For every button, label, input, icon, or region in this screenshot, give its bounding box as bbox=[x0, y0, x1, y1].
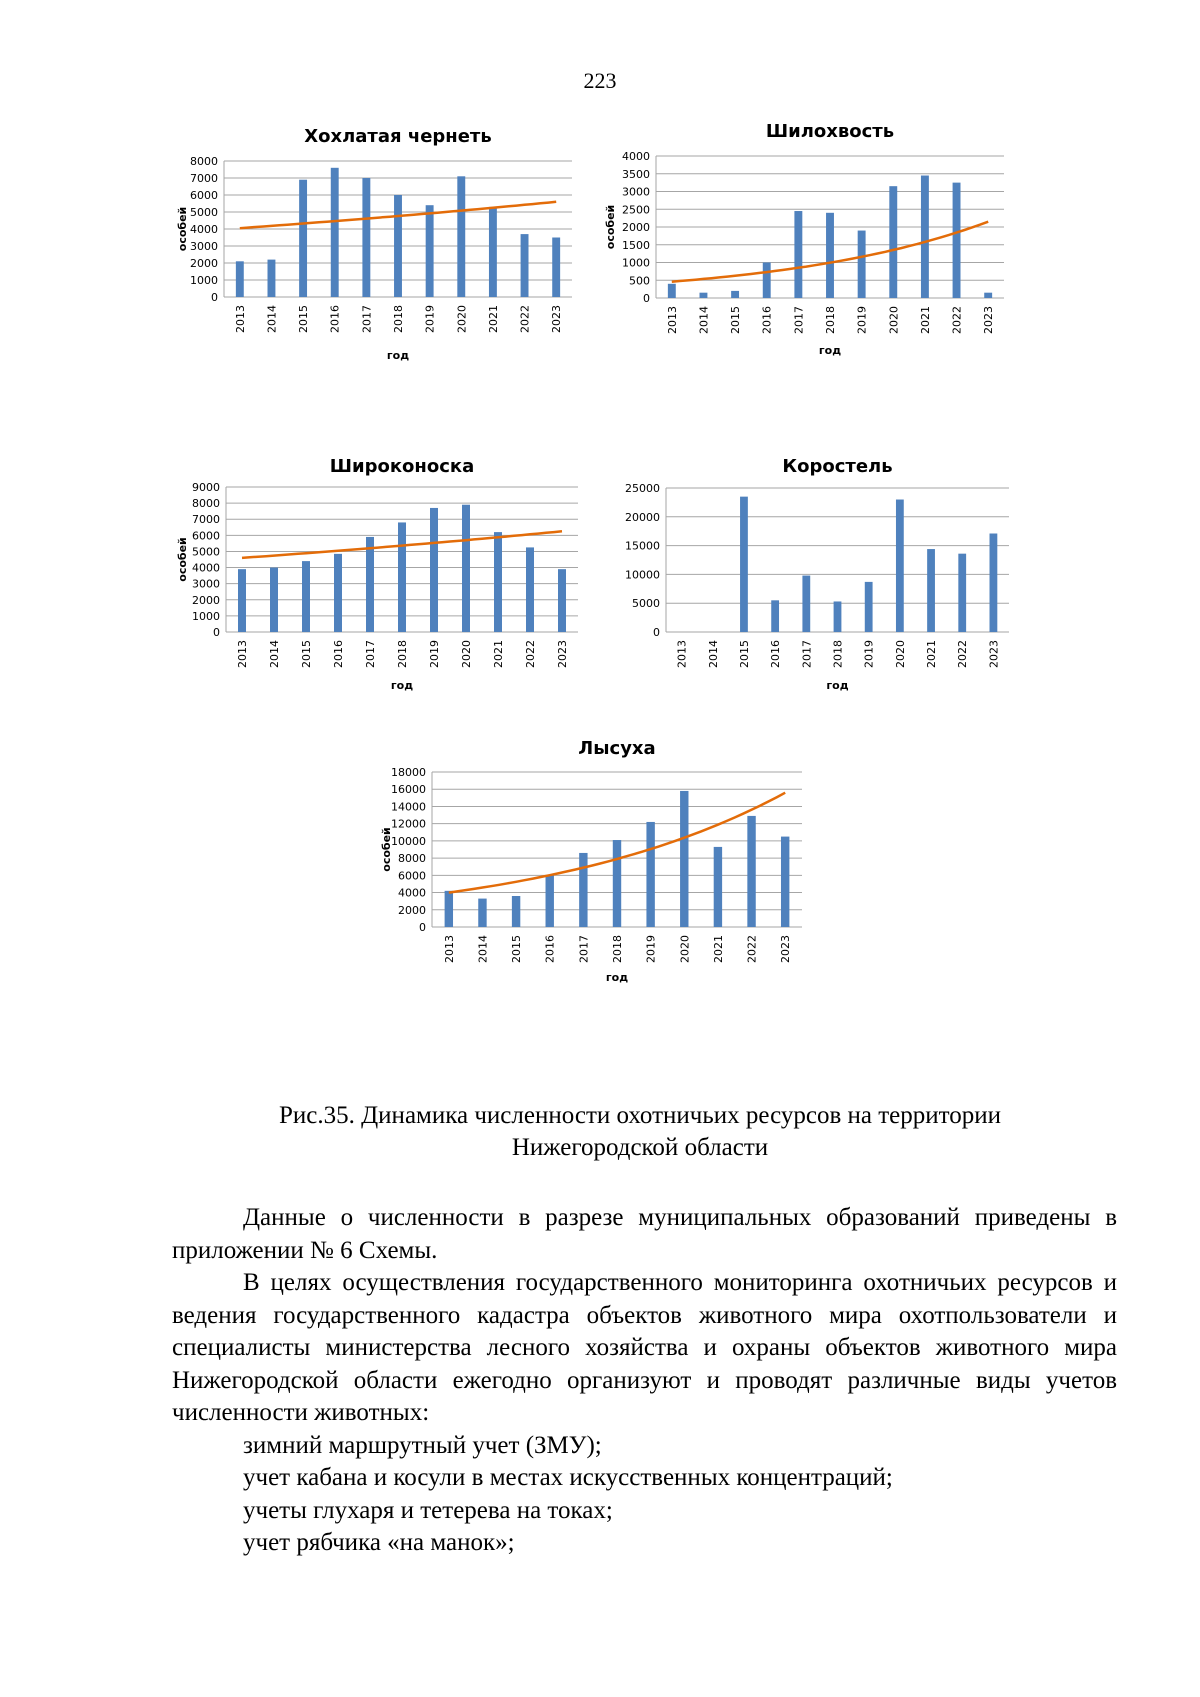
y-axis-title: особей bbox=[604, 204, 617, 250]
bar-2013 bbox=[445, 891, 453, 927]
x-tick-label: 2015 bbox=[300, 640, 313, 668]
x-tick-label: 2017 bbox=[800, 640, 814, 668]
x-tick-label: 2016 bbox=[543, 935, 557, 963]
y-tick-label: 1000 bbox=[622, 256, 650, 270]
bar-2016 bbox=[334, 554, 342, 632]
figure-caption bbox=[160, 1100, 1120, 1164]
y-tick-label: 25000 bbox=[625, 482, 660, 495]
x-axis-title: год bbox=[818, 344, 842, 357]
y-tick-label: 2000 bbox=[622, 221, 650, 234]
x-tick-label: 2014 bbox=[268, 640, 281, 668]
bar-2013 bbox=[238, 569, 246, 632]
x-tick-label: 2022 bbox=[745, 935, 759, 963]
bar-2021 bbox=[714, 847, 722, 927]
chart-korostel bbox=[606, 455, 1026, 695]
x-tick-label: 2014 bbox=[706, 640, 720, 668]
x-tick-label: 2013 bbox=[665, 306, 679, 334]
bar-2023 bbox=[552, 238, 560, 298]
chart-shirokonoska bbox=[178, 455, 598, 695]
x-tick-label: 2018 bbox=[392, 305, 405, 333]
y-tick-label: 7000 bbox=[192, 513, 220, 527]
y-tick-label: 10000 bbox=[625, 568, 660, 582]
x-tick-label: 2018 bbox=[824, 306, 837, 334]
bar-2018 bbox=[394, 195, 402, 297]
x-tick-label: 2015 bbox=[729, 306, 743, 334]
bar-2022 bbox=[521, 234, 529, 297]
bar-2019 bbox=[865, 582, 873, 632]
y-tick-label: 4000 bbox=[398, 886, 426, 900]
bar-2015 bbox=[302, 561, 310, 632]
x-tick-label: 2020 bbox=[678, 935, 692, 963]
y-tick-label: 1500 bbox=[622, 238, 650, 252]
y-tick-label: 6000 bbox=[190, 189, 218, 202]
x-tick-label: 2017 bbox=[364, 640, 377, 668]
y-axis-title: особей bbox=[176, 537, 189, 582]
bar-2017 bbox=[802, 576, 810, 632]
bar-2019 bbox=[426, 205, 434, 297]
bar-2016 bbox=[331, 168, 339, 297]
page-number: 223 bbox=[583, 68, 617, 93]
bar-2016 bbox=[771, 600, 779, 632]
x-tick-label: 2023 bbox=[982, 306, 996, 334]
bar-2020 bbox=[889, 186, 897, 298]
y-tick-label: 0 bbox=[211, 291, 218, 304]
y-tick-label: 8000 bbox=[192, 497, 220, 511]
y-tick-label: 0 bbox=[643, 292, 650, 305]
x-tick-label: 2022 bbox=[518, 305, 532, 333]
bar-2021 bbox=[489, 207, 497, 297]
x-tick-label: 2016 bbox=[332, 640, 345, 668]
x-tick-label: 2013 bbox=[442, 935, 456, 963]
y-tick-label: 0 bbox=[213, 626, 220, 639]
x-tick-label: 2018 bbox=[611, 935, 624, 963]
y-tick-label: 3000 bbox=[190, 240, 218, 253]
x-tick-label: 2019 bbox=[428, 640, 441, 668]
x-axis-title: год bbox=[390, 679, 414, 692]
bar-2019 bbox=[430, 508, 438, 632]
y-tick-label: 4000 bbox=[190, 223, 218, 236]
caption-line-2: Нижегородской области bbox=[511, 1134, 769, 1161]
bar-2015 bbox=[740, 497, 748, 632]
y-tick-label: 10000 bbox=[391, 834, 426, 848]
list-item: зимний маршрутный учет (ЗМУ); bbox=[243, 1431, 602, 1459]
chart-shilokhvost bbox=[606, 120, 1026, 360]
x-tick-label: 2021 bbox=[925, 640, 939, 668]
y-tick-label: 2500 bbox=[622, 203, 650, 217]
bar-2020 bbox=[457, 176, 465, 297]
bar-2017 bbox=[794, 211, 802, 298]
bar-2022 bbox=[747, 816, 755, 927]
x-tick-label: 2023 bbox=[556, 640, 569, 668]
x-tick-label: 2013 bbox=[675, 640, 689, 668]
x-tick-label: 2015 bbox=[510, 935, 524, 963]
chart-svg bbox=[382, 737, 822, 987]
bar-2022 bbox=[958, 554, 966, 632]
bar-2013 bbox=[668, 284, 676, 298]
bar-2017 bbox=[362, 178, 370, 297]
y-tick-label: 3500 bbox=[622, 167, 650, 181]
y-tick-label: 16000 bbox=[391, 783, 426, 797]
bar-2020 bbox=[680, 791, 688, 927]
y-tick-label: 3000 bbox=[192, 577, 220, 591]
bar-2021 bbox=[494, 532, 502, 632]
x-tick-label: 2021 bbox=[486, 305, 500, 333]
bar-2014 bbox=[268, 260, 276, 297]
y-tick-label: 0 bbox=[419, 921, 426, 934]
bar-2017 bbox=[579, 853, 587, 927]
bar-2018 bbox=[613, 840, 621, 927]
x-tick-label: 2017 bbox=[360, 305, 374, 333]
y-tick-label: 1000 bbox=[190, 274, 218, 287]
chart-lysukha bbox=[382, 737, 822, 987]
x-tick-label: 2022 bbox=[950, 306, 964, 334]
y-tick-label: 6000 bbox=[192, 529, 220, 543]
y-tick-label: 8000 bbox=[398, 852, 426, 866]
x-tick-label: 2023 bbox=[987, 640, 1001, 668]
chart-svg bbox=[606, 120, 1026, 360]
x-tick-label: 2022 bbox=[956, 640, 970, 668]
y-tick-label: 4000 bbox=[622, 150, 650, 163]
bar-2016 bbox=[546, 875, 554, 927]
list-item: учеты глухаря и тетерева на токах; bbox=[243, 1496, 613, 1524]
bar-2014 bbox=[478, 899, 486, 927]
bar-2023 bbox=[558, 569, 566, 632]
chart-svg bbox=[178, 125, 598, 365]
y-tick-label: 15000 bbox=[625, 539, 660, 553]
x-tick-label: 2019 bbox=[423, 305, 437, 333]
list-item: учет кабана и косули в местах искусственных концентраций; bbox=[243, 1464, 893, 1491]
x-tick-label: 2020 bbox=[455, 305, 469, 333]
chart-svg bbox=[178, 455, 598, 695]
y-tick-label: 18000 bbox=[391, 766, 426, 779]
bar-2019 bbox=[646, 822, 654, 927]
y-tick-label: 4000 bbox=[192, 561, 220, 575]
chart-svg bbox=[606, 455, 1026, 695]
bar-2021 bbox=[927, 549, 935, 632]
x-tick-label: 2016 bbox=[769, 640, 783, 668]
y-axis-title: особей bbox=[380, 827, 393, 872]
bar-2015 bbox=[731, 291, 739, 298]
body-text bbox=[172, 1202, 1117, 1560]
y-tick-label: 8000 bbox=[190, 155, 218, 168]
bar-2015 bbox=[512, 896, 520, 927]
bar-2014 bbox=[700, 293, 708, 298]
chart-title: Хохлатая чернеть bbox=[304, 126, 492, 147]
x-tick-label: 2019 bbox=[862, 640, 876, 668]
x-tick-label: 2022 bbox=[524, 640, 537, 668]
x-tick-label: 2018 bbox=[396, 640, 409, 668]
y-tick-label: 6000 bbox=[398, 869, 426, 883]
bar-2022 bbox=[526, 547, 534, 632]
bar-2018 bbox=[826, 213, 834, 298]
bar-2014 bbox=[270, 568, 278, 632]
bar-2023 bbox=[990, 534, 998, 632]
bar-2023 bbox=[781, 837, 789, 927]
x-tick-label: 2015 bbox=[297, 305, 311, 333]
y-tick-label: 2000 bbox=[192, 593, 220, 607]
x-tick-label: 2020 bbox=[893, 640, 907, 668]
y-tick-label: 3000 bbox=[622, 185, 650, 199]
x-tick-label: 2015 bbox=[737, 640, 751, 668]
x-tick-label: 2021 bbox=[918, 306, 932, 334]
y-tick-label: 12000 bbox=[391, 817, 426, 831]
x-axis-title: год bbox=[826, 679, 849, 692]
x-tick-label: 2017 bbox=[577, 935, 591, 963]
bar-2020 bbox=[462, 505, 470, 632]
bar-2015 bbox=[299, 180, 307, 297]
y-tick-label: 5000 bbox=[190, 206, 218, 219]
x-tick-label: 2016 bbox=[328, 305, 342, 333]
y-tick-label: 14000 bbox=[391, 800, 426, 814]
bar-2017 bbox=[366, 537, 374, 632]
chart-hokhlataya-chernet bbox=[178, 125, 598, 365]
y-tick-label: 2000 bbox=[190, 257, 218, 270]
x-tick-label: 2019 bbox=[644, 935, 658, 963]
x-tick-label: 2016 bbox=[760, 306, 774, 334]
caption-line-1: Рис.35. Динамика численности охотничьих ресурсов на территории bbox=[279, 1102, 1001, 1129]
y-tick-label: 20000 bbox=[625, 510, 660, 524]
x-tick-label: 2023 bbox=[779, 935, 793, 963]
x-tick-label: 2021 bbox=[492, 640, 505, 668]
bar-2016 bbox=[763, 263, 771, 299]
x-tick-label: 2013 bbox=[233, 305, 247, 333]
chart-title: Шилохвость bbox=[765, 121, 895, 142]
x-tick-label: 2019 bbox=[855, 306, 869, 334]
x-tick-label: 2014 bbox=[476, 935, 490, 963]
bar-2023 bbox=[984, 293, 992, 298]
y-tick-label: 0 bbox=[653, 626, 660, 639]
paragraph-2: В целях осуществления государственного мониторинга охотничьих ресурсов и ведения государственного кадастра объектов животного мира охотпользователи и специалисты министерства лесного хозяйства и охраны объектов животного мира Нижегородской области ежегодно организуют и проводят различные виды учетов численности животных: bbox=[172, 1269, 1117, 1426]
bar-2018 bbox=[834, 601, 842, 632]
chart-title: Лысуха bbox=[578, 738, 656, 759]
paragraph-1: Данные о численности в разрезе муниципальных образований приведены в приложении № 6 Схемы. bbox=[172, 1204, 1117, 1264]
x-tick-label: 2021 bbox=[711, 935, 725, 963]
bar-2022 bbox=[953, 183, 961, 298]
y-tick-label: 500 bbox=[629, 274, 650, 288]
bar-2018 bbox=[398, 522, 406, 632]
x-tick-label: 2014 bbox=[265, 305, 279, 333]
y-tick-label: 9000 bbox=[192, 481, 220, 494]
y-tick-label: 5000 bbox=[192, 545, 220, 559]
bar-2020 bbox=[896, 500, 904, 632]
list-item: учет рябчика «на манок»; bbox=[243, 1529, 515, 1556]
y-tick-label: 5000 bbox=[632, 597, 660, 611]
x-tick-label: 2018 bbox=[831, 640, 845, 668]
y-tick-label: 1000 bbox=[192, 609, 220, 623]
y-tick-label: 7000 bbox=[190, 172, 218, 185]
x-tick-label: 2014 bbox=[697, 306, 711, 334]
x-axis-title: год bbox=[386, 349, 410, 362]
x-tick-label: 2017 bbox=[792, 306, 806, 334]
x-axis-title: год bbox=[605, 971, 629, 984]
bar-2019 bbox=[858, 231, 866, 298]
bar-2021 bbox=[921, 176, 929, 298]
y-axis-title: особей bbox=[176, 206, 189, 252]
x-tick-label: 2023 bbox=[550, 305, 564, 333]
bar-2013 bbox=[236, 261, 244, 297]
chart-title: Широконоска bbox=[329, 456, 475, 477]
x-tick-label: 2013 bbox=[236, 640, 249, 668]
x-tick-label: 2020 bbox=[460, 640, 473, 668]
y-tick-label: 2000 bbox=[398, 903, 426, 917]
x-tick-label: 2020 bbox=[887, 306, 901, 334]
chart-title: Коростель bbox=[782, 456, 893, 477]
